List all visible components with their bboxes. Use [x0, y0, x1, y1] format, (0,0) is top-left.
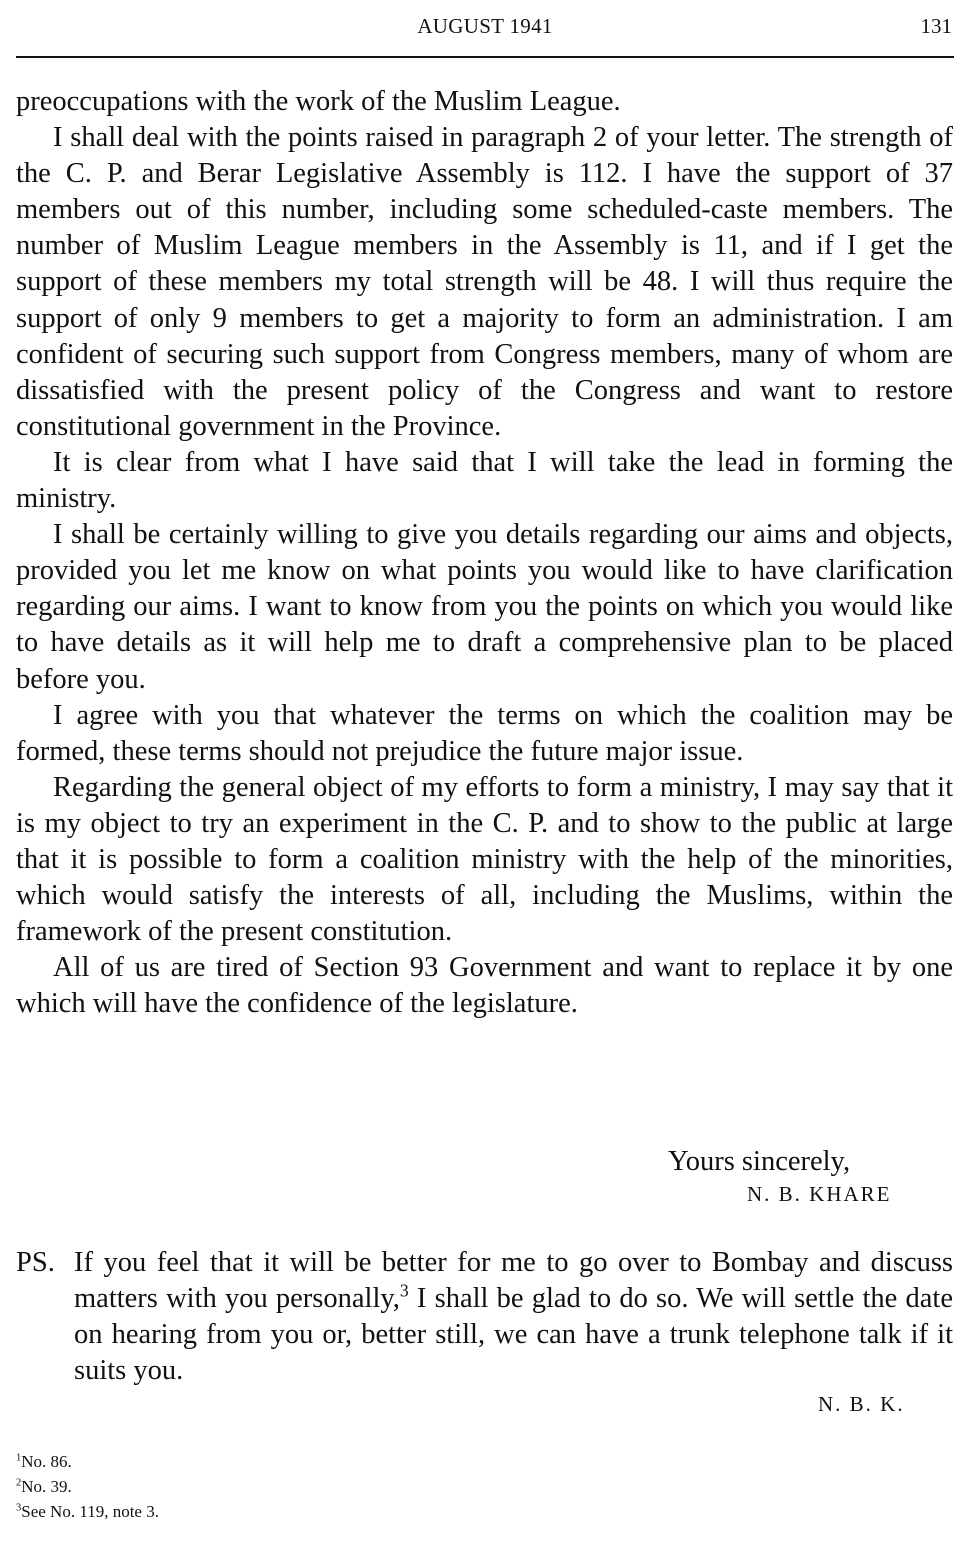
paragraph: I shall deal with the points raised in paragraph 2 of your letter. The strength of the C. P. and Berar Legislative Assembly is 112. I have the support of 37 members out of this number, including some scheduled-caste members. The number of Muslim League members in the Assembly is 11, and if I get the support of these members my total strength will be 48. I will thus require the support of only 9 members to get a majority to form an administration. I am confident of securing such support from Congress members, many of whom are dissatisfied with the present policy of the Congress and want to restore constitutional government in the Province.	[16, 122, 953, 442]
paragraph: Regarding the general object of my efforts to form a ministry, I may say that it is my object to try an experiment in the C. P. and to show to the public at large that it is possible to form a coalition ministry with the help of the minorities, which would satisfy the interests of all, including the Muslims, within the framework of the present constitution.	[16, 771, 953, 948]
paragraph: I shall be certainly willing to give you details regarding our aims and objects, provided you let me know on what points you would like to have clarification regarding our aims. I want to know from you the points on which you would like to have details as it will help me to draft a comprehensive plan to be placed before you.	[16, 519, 953, 695]
footnote	[16, 1499, 159, 1524]
footnote-marker: 1	[16, 1452, 22, 1464]
header-rule	[16, 56, 954, 58]
footnote-text: See No. 119, note 3.	[21, 1502, 159, 1521]
paragraph: I agree with you that whatever the terms on which the coalition may be formed, these terms should not prejudice the future major issue.	[16, 699, 953, 767]
paragraph: All of us are tired of Section 93 Government and want to replace it by one which will have the confidence of the legislature.	[16, 952, 953, 1020]
paragraph-continuation: preoccupations with the work of the Muslim League.	[16, 86, 621, 117]
postscript-initials: N. B. K.	[818, 1392, 905, 1416]
page-number: 131	[920, 14, 952, 38]
postscript-text	[74, 1245, 953, 1389]
postscript	[16, 1245, 953, 1389]
postscript-label: PS.	[16, 1247, 55, 1278]
footnote-text: No. 86.	[21, 1452, 72, 1471]
footnotes	[16, 1449, 159, 1524]
footnote	[16, 1474, 159, 1499]
valediction: Yours sincerely,	[668, 1146, 851, 1177]
postscript-text-part: I shall be glad to do so. We will settle the date on hearing from you or, better still, we can have a trunk telephone talk if it suits you.	[74, 1283, 953, 1387]
footnote-marker: 3	[16, 1502, 22, 1514]
footnote-marker: 2	[16, 1477, 22, 1489]
letter-body	[16, 84, 953, 1022]
running-header	[16, 14, 954, 44]
footnote	[16, 1449, 159, 1474]
footnote-text: No. 39.	[21, 1477, 72, 1496]
signature: N. B. KHARE	[747, 1182, 892, 1206]
paragraph: It is clear from what I have said that I will take the lead in forming the ministry.	[16, 446, 953, 515]
postscript-text-part: If you feel that it will be better for me to go over to Bombay and discuss matters with you personally,	[74, 1247, 953, 1315]
footnote-reference: 3	[399, 1280, 409, 1301]
header-title: AUGUST 1941	[417, 14, 553, 38]
